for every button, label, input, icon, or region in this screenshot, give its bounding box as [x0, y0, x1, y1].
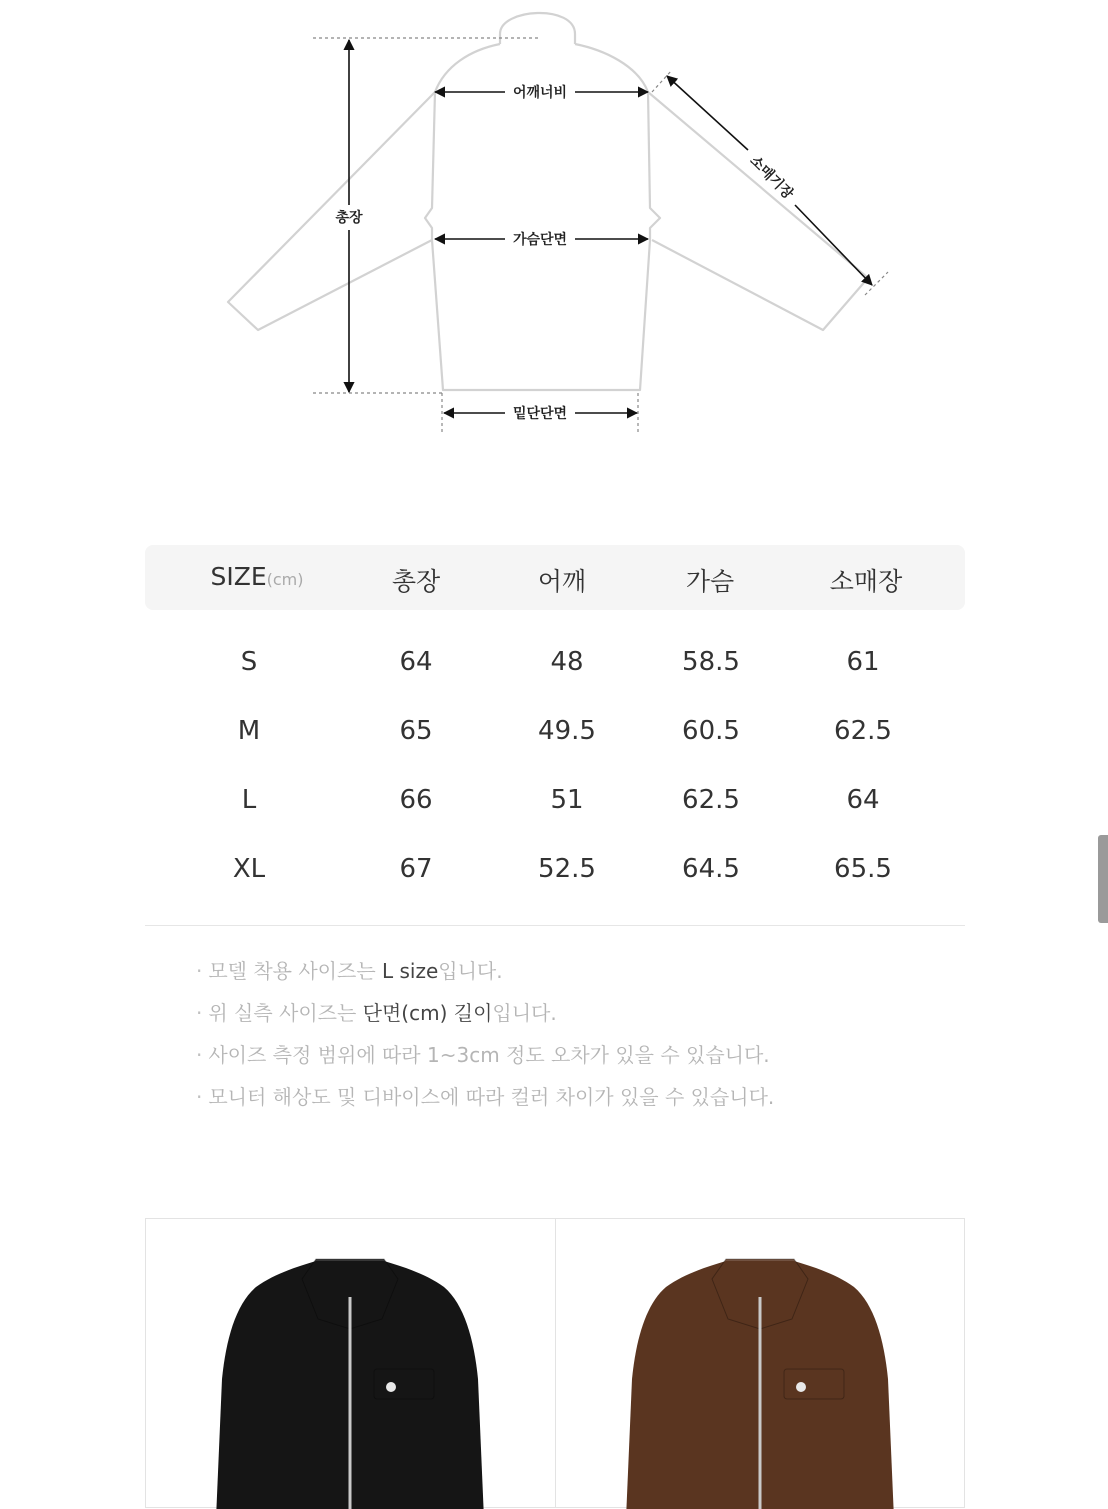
table-row — [145, 767, 965, 836]
cell-chest: 60.5 — [682, 716, 740, 746]
cell-length: 65 — [399, 716, 433, 746]
cell-length: 64 — [399, 647, 433, 677]
header-unit: (cm) — [266, 570, 304, 589]
size-diagram — [0, 0, 1108, 450]
table-row — [145, 836, 965, 905]
size-table — [145, 545, 965, 905]
note-bullet: · — [196, 959, 203, 983]
hem-width-label: 밑단단면 — [512, 406, 568, 422]
jacket-photo-black — [146, 1219, 555, 1509]
cell-sleeve: 65.5 — [834, 854, 892, 884]
cell-length: 67 — [399, 854, 433, 884]
cell-length: 66 — [399, 785, 433, 815]
product-photos — [145, 1218, 965, 1508]
cell-sleeve: 61 — [846, 647, 880, 677]
chest-width-label: 가슴단면 — [512, 232, 568, 248]
size-table-body — [145, 610, 965, 905]
cell-shoulder: 49.5 — [538, 716, 596, 746]
cell-chest: 58.5 — [682, 647, 740, 677]
header-size — [177, 562, 337, 591]
total-length-label: 총장 — [335, 210, 363, 226]
cell-size: S — [240, 647, 258, 677]
cell-shoulder: 52.5 — [538, 854, 596, 884]
note-color-difference: · 모니터 해상도 및 디바이스에 따라 컬러 차이가 있을 수 있습니다. — [196, 1085, 775, 1109]
note-tolerance: · 사이즈 측정 범위에 따라 1~3cm 정도 오차가 있을 수 있습니다. — [196, 1043, 770, 1067]
sleeve-length-label: 소매기장 — [746, 152, 797, 203]
note-measurement-type: · 위 실측 사이즈는 단면(cm) 길이입니다. — [196, 1001, 557, 1025]
header-sleeve: 소매장 — [829, 567, 903, 596]
note-highlight: L size — [382, 959, 439, 983]
header-length: 총장 — [391, 567, 441, 596]
jacket-photo-brown — [556, 1219, 965, 1509]
note-highlight: 단면(cm) 길이 — [362, 1001, 493, 1025]
note-bullet: · — [196, 1043, 203, 1067]
jacket-outline-diagram — [0, 0, 1108, 450]
table-row — [145, 698, 965, 767]
size-table-header — [145, 545, 965, 610]
note-model-size: · 모델 착용 사이즈는 L size입니다. — [196, 959, 503, 983]
cell-chest: 62.5 — [682, 785, 740, 815]
cell-sleeve: 64 — [846, 785, 880, 815]
note-bullet: · — [196, 1085, 203, 1109]
header-chest: 가슴 — [685, 567, 735, 596]
note-bullet: · — [196, 1001, 203, 1025]
cell-size: XL — [232, 854, 266, 884]
table-divider — [145, 925, 965, 926]
scrollbar-thumb[interactable] — [1098, 835, 1108, 923]
shoulder-width-label: 어깨너비 — [512, 85, 568, 101]
header-size-label: SIZE — [210, 562, 267, 591]
cell-shoulder: 48 — [550, 647, 584, 677]
header-shoulder: 어깨 — [537, 567, 587, 596]
cell-sleeve: 62.5 — [834, 716, 892, 746]
cell-shoulder: 51 — [550, 785, 584, 815]
size-notes — [196, 955, 956, 1123]
cell-chest: 64.5 — [682, 854, 740, 884]
cell-size: L — [241, 785, 257, 815]
table-row — [145, 629, 965, 698]
cell-size: M — [237, 716, 261, 746]
